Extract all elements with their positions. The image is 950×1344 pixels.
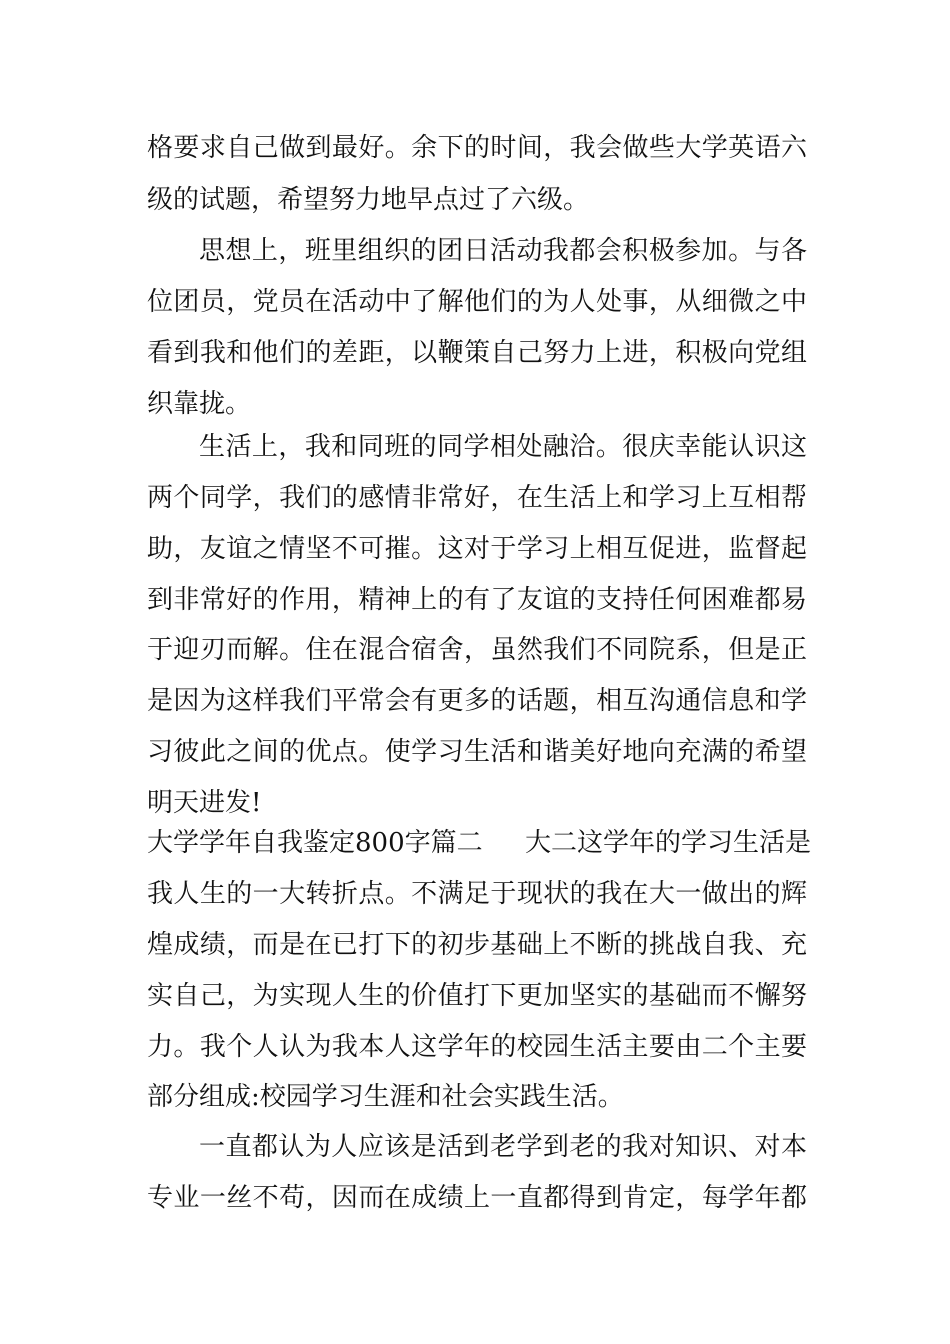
paragraph-line: 位团员，党员在活动中了解他们的为人处事，从细微之中	[147, 287, 807, 317]
paragraph-line: 部分组成:校园学习生涯和社会实践生活。	[147, 1082, 624, 1112]
paragraph-line: 思想上，班里组织的团日活动我都会积极参加。与各	[199, 236, 807, 266]
paragraph-line: 是因为这样我们平常会有更多的话题，相互沟通信息和学	[147, 686, 807, 716]
paragraph-line: 织靠拢。	[147, 389, 252, 419]
paragraph-line: 习彼此之间的优点。使学习生活和谐美好地向充满的希望	[147, 737, 807, 767]
paragraph-line: 我人生的一大转折点。不满足于现状的我在大一做出的辉	[147, 879, 807, 909]
paragraph-line: 实自己，为实现人生的价值打下更加坚实的基础而不懈努	[147, 981, 807, 1011]
paragraph-line: 专业一丝不苟，因而在成绩上一直都得到肯定，每学年都	[147, 1183, 807, 1213]
paragraph-line: 格要求自己做到最好。余下的时间，我会做些大学英语六	[147, 133, 807, 163]
paragraph-line: 助，友谊之情坚不可摧。这对于学习上相互促进，监督起	[147, 534, 807, 564]
section-heading-line	[147, 827, 812, 859]
paragraph-line: 于迎刃而解。住在混合宿舍，虽然我们不同院系，但是正	[147, 635, 807, 665]
section-title: 大学学年自我鉴定800字篇二	[147, 828, 483, 858]
paragraph-line: 看到我和他们的差距，以鞭策自己努力上进，积极向党组	[147, 338, 807, 368]
paragraph-line: 两个同学，我们的感情非常好，在生活上和学习上互相帮	[147, 483, 807, 513]
paragraph-line: 到非常好的作用，精神上的有了友谊的支持任何困难都易	[147, 585, 807, 615]
paragraph-line: 一直都认为人应该是活到老学到老的我对知识、对本	[199, 1132, 807, 1162]
paragraph-line: 级的试题，希望努力地早点过了六级。	[147, 185, 590, 215]
paragraph-line: 生活上，我和同班的同学相处融洽。很庆幸能认识这	[199, 432, 807, 462]
paragraph-line: 大二这学年的学习生活是	[525, 828, 812, 858]
paragraph-line: 力。我个人认为我本人这学年的校园生活主要由二个主要	[147, 1032, 807, 1062]
paragraph-line: 明天进发!	[147, 788, 262, 818]
paragraph-line: 煌成绩，而是在已打下的初步基础上不断的挑战自我、充	[147, 930, 807, 960]
